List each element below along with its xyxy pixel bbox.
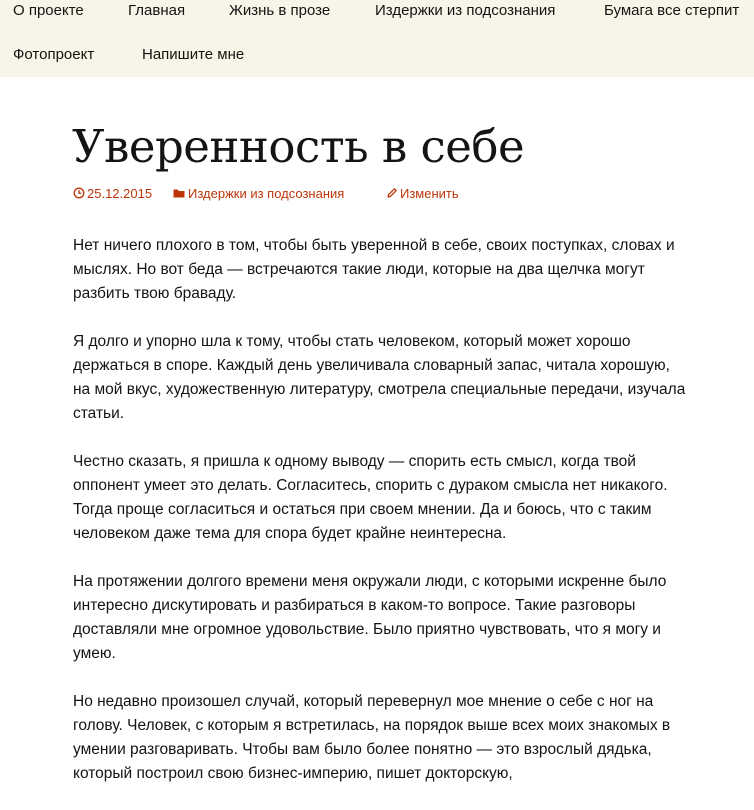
post-title[interactable]: Уверенность в себе [72,120,525,173]
post-category: Издержки из подсознания [188,186,345,201]
clock-icon [73,187,85,199]
post-category-link[interactable] [173,185,344,203]
paragraph: Но недавно произошел случай, который перевернул мое мнение о себе с ног на голову. Человек, с которым я встретилась, на порядок выше всех моих знакомых в умении разговаривать. Чтобы вам было более понятно — это взрослый дядька, который построил свою бизнес-империю, пишет докторскую, [73,693,671,782]
folder-icon [173,188,186,199]
post-content [73,234,688,810]
pencil-icon [386,187,398,199]
paragraph: Нет ничего плохого в том, чтобы быть уверенной в себе, своих поступках, словах и мыслях. Но вот беда — встречаются такие люди, которые на два щелчка могут разбить твою браваду. [73,237,675,302]
nav-item-life-in-prose[interactable]: Жизнь в прозе [229,2,331,19]
post-edit: Изменить [400,186,459,201]
post-date: 25.12.2015 [87,186,153,201]
post-date-link[interactable] [73,185,152,203]
nav-item-paper[interactable]: Бумага все стерпит [604,2,740,19]
post-edit-link[interactable] [386,185,459,203]
nav-item-subconscious[interactable]: Издержки из подсознания [375,2,556,19]
paragraph: На протяжении долгого времени меня окружали люди, с которыми искренне было интересно дискутировать и разбираться в каком-то вопросе. Такие разговоры доставляли мне огромное удовольствие. Было приятно чувствовать, что я могу и умею. [73,573,667,662]
paragraph: Я долго и упорно шла к тому, чтобы стать человеком, который может хорошо держаться в споре. Каждый день увеличивала словарный запас, читала хорошую, на мой вкус, художественную литературу, смотрела специальные передачи, изучала статьи. [73,333,686,422]
top-navigation [0,0,754,77]
nav-item-about[interactable]: О проекте [13,2,84,19]
nav-item-home[interactable]: Главная [128,2,186,19]
paragraph: Честно сказать, я пришла к одному выводу — спорить есть смысл, когда твой оппонент умеет это делать. Согласитесь, спорить с дураком смысла нет никакого. Тогда проще согласиться и остаться при своем мнении. Да и боюсь, что с таким человеком даже тема для спора будет крайне неинтересна. [73,453,668,542]
nav-item-photoproject[interactable]: Фотопроект [13,46,95,63]
nav-item-contact[interactable]: Напишите мне [142,46,245,63]
